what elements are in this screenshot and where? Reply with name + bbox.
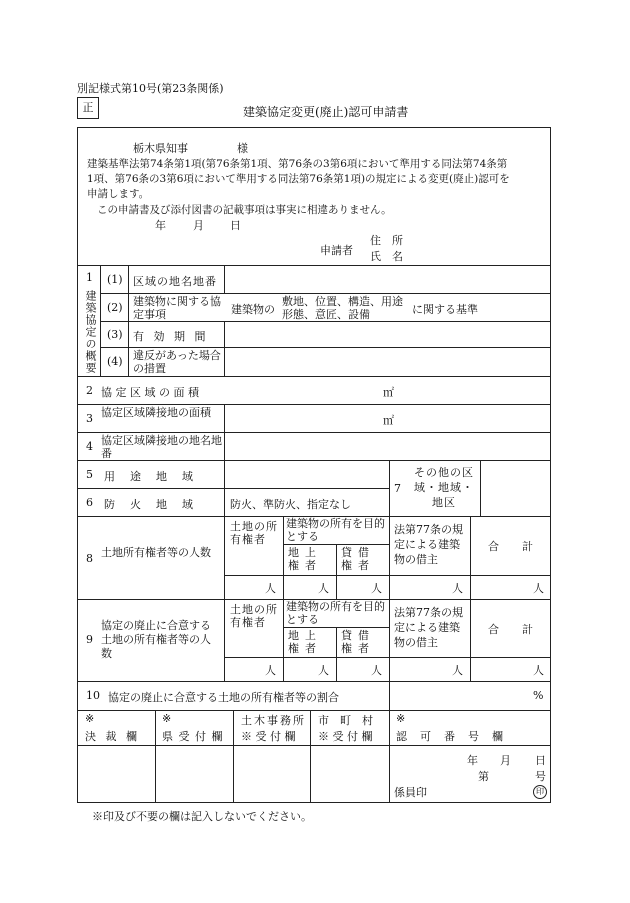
row9-surface-label: 地上権者 (288, 629, 322, 655)
row1-2-label: 建築物に関する協定事項 (133, 295, 221, 321)
fire-zone-options: 防火、準防火、指定なし (230, 498, 351, 511)
approval-go: 号 (535, 770, 546, 783)
row4-number: 4 (86, 440, 93, 453)
row8-lease-label: 貸借権者 (341, 546, 375, 572)
row1-1-label: 区域の地名地番 (133, 275, 217, 288)
row8-art77-unit: 人 (452, 582, 463, 595)
applicant-label: 申請者 (320, 244, 353, 257)
agreement-items: 敷地、位置、構造、用途形態、意匠、設備 (282, 295, 403, 321)
office-mark-2: ※ (162, 712, 172, 725)
row1-number: 1 (86, 271, 93, 284)
office-mark-5: ※ (396, 712, 406, 725)
row9-lease-unit: 人 (371, 664, 382, 677)
row8-surface-label: 地上権者 (288, 546, 322, 572)
row2-number: 2 (86, 384, 93, 397)
row8-label: 土地所有権者等の人数 (101, 546, 211, 559)
row9-owner-label: 土地の所有権者 (230, 603, 278, 629)
row8-lease-unit: 人 (371, 582, 382, 595)
row3-label: 協定区域隣接地の面積 (101, 406, 211, 419)
body-line-3: 申請します。 (87, 188, 150, 200)
applicant-name: 氏 名 (370, 250, 403, 263)
row3-number: 3 (86, 412, 93, 425)
municipality-label: 市 町 村 (318, 714, 373, 727)
civil-office-label: 土木事務所 (241, 714, 306, 727)
row8-owner-label: 土地の所有権者 (230, 520, 278, 546)
row8-art77-label: 法第77条の規定による建築物の借主 (394, 523, 463, 566)
office-mark-1: ※ (85, 712, 95, 725)
row9-lease-label: 貸借権者 (341, 629, 375, 655)
row8-total-unit: 人 (533, 582, 544, 595)
row9-art77-unit: 人 (452, 664, 463, 677)
row9-building-label: 建築物の所有を目的とする (286, 600, 385, 626)
prefecture-reception-label: 県 受 付 欄 (162, 730, 224, 743)
row9-art77-label: 法第77条の規定による建築物の借主 (394, 606, 463, 649)
row8-surface-unit: 人 (318, 582, 329, 595)
row9-label: 協定の廃止に合意する土地の所有権者等の人数 (101, 619, 211, 660)
row8-building-label: 建築物の所有を目的とする (286, 517, 385, 543)
agreement-prefix: 建築物の (231, 303, 275, 316)
footnote: ※印及び不要の欄は記入しないでください。 (92, 810, 312, 823)
date-day: 日 (230, 219, 241, 232)
row10-number: 10 (86, 689, 100, 702)
row1-1-num: (1) (107, 273, 123, 286)
civil-office-reception-label: ※ 受 付 欄 (241, 730, 296, 743)
agreement-suffix: に関する基準 (412, 303, 478, 316)
row9-owner-unit: 人 (265, 664, 276, 677)
row8-number: 8 (86, 552, 93, 565)
addressee-sama: 様 (237, 142, 248, 155)
row9-number: 9 (86, 633, 93, 646)
body-line-2: 1項、第76条の3第6項において準用する同法第76条第1項)の規定による変更(廃止)認可を (87, 173, 510, 185)
date-month: 月 (193, 219, 204, 232)
row5-label: 用 途 地 域 (104, 470, 195, 483)
row1-vertical-label: 建築協定の概要 (84, 290, 97, 374)
row3-unit: ㎡ (383, 414, 394, 427)
row8-owner-unit: 人 (265, 582, 276, 595)
approval-number-label: 認 可 番 号 欄 (396, 730, 504, 743)
approval-year: 年 (467, 754, 478, 767)
row10-unit: % (533, 689, 544, 702)
approval-day: 日 (535, 754, 546, 767)
row10-label: 協定の廃止に合意する土地の所有権者等の割合 (108, 691, 339, 704)
row9-total-label: 合 計 (488, 623, 539, 636)
row1-2-num: (2) (107, 301, 123, 314)
approval-month: 月 (500, 754, 511, 767)
row2-unit: ㎡ (383, 386, 394, 399)
clerk-seal-label: 係員印 (394, 786, 427, 799)
body-line-1: 建築基準法第74条第1項(第76条第1項、第76条の3第6項において準用する同法第74条第 (87, 158, 508, 170)
row6-number: 6 (86, 496, 93, 509)
original-copy-box: 正 (77, 97, 99, 119)
municipality-reception-label: ※ 受 付 欄 (318, 730, 373, 743)
row7-number: 7 (394, 482, 401, 495)
applicant-address: 住 所 (370, 234, 403, 247)
row5-number: 5 (86, 468, 93, 481)
row1-4-num: (4) (107, 355, 123, 368)
row9-surface-unit: 人 (318, 664, 329, 677)
row1-4-label: 違反があった場合の措置 (133, 349, 221, 375)
row8-total-label: 合 計 (488, 540, 539, 553)
row9-total-unit: 人 (533, 664, 544, 677)
row6-label: 防 火 地 域 (104, 498, 195, 511)
form-number: 別記様式第10号(第23条関係) (77, 82, 224, 95)
addressee-governor: 栃木県知事 (133, 142, 188, 155)
row7-label: その他の区域・地域・地区 (414, 466, 474, 509)
row4-label: 協定区域隣接地の地名地番 (101, 434, 222, 460)
approval-dai: 第 (478, 770, 489, 783)
form-title: 建築協定変更(廃止)認可申請書 (243, 105, 409, 119)
date-year: 年 (155, 219, 166, 232)
row1-3-num: (3) (107, 328, 123, 341)
row2-label: 協 定 区 域 の 面 積 (101, 386, 199, 399)
row1-3-label: 有 効 期 間 (133, 330, 209, 343)
seal-mark: 印 (533, 785, 547, 799)
approval-column-label: 決 裁 欄 (85, 730, 140, 743)
body-line-4: この申請書及び添付図書の記載事項は事実に相違ありません。 (97, 204, 392, 216)
